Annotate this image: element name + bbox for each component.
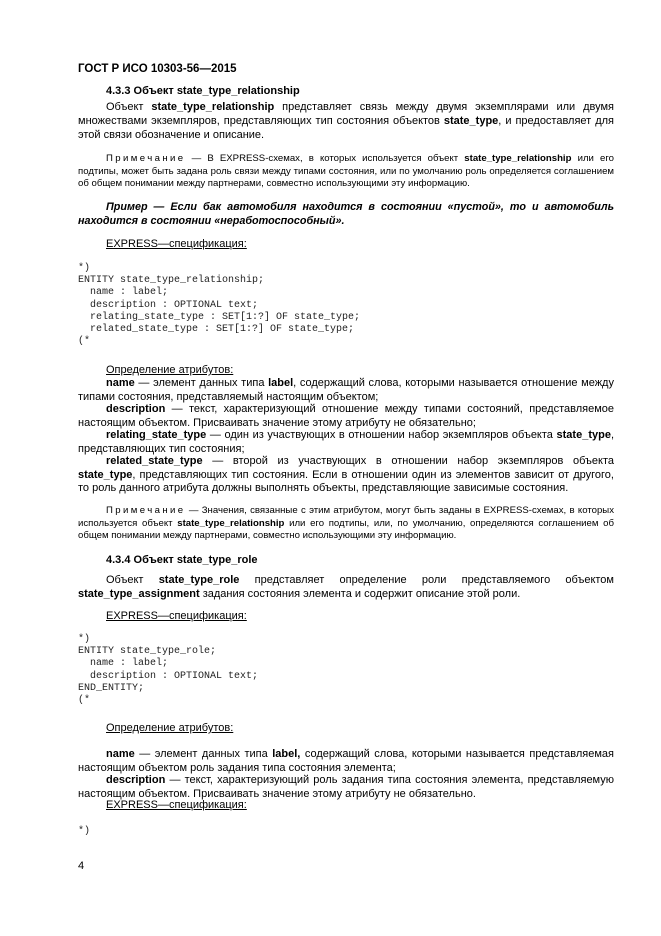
entity-name: label [268, 377, 294, 389]
text-run: , представляющих тип состояния; [78, 429, 614, 455]
attribute-definition [78, 748, 614, 775]
attribute-name: name [106, 748, 135, 760]
attributes-label: Определение атрибутов: [106, 364, 234, 376]
express-code-block: *) ENTITY state_type_relationship; name : label; description : OPTIONAL text; relating_state_type : SET[1:?] OF state_type; related_state_type : SET[1:?] OF state_type; (* [78, 263, 361, 348]
text-run: содержащий слова, которыми называется представляемая настоящим объектом роль задания типа состояния элемента; [78, 748, 614, 774]
paragraph-description-434 [78, 573, 614, 601]
text-run: — текст, характеризующий отношение между типами состояний, представляемое настоящим объектом. Присваивать значение этому атрибуту не обязательно; [78, 403, 614, 429]
text-run: задания состояния элемента и содержит описание этой роли. [199, 588, 521, 600]
attribute-definition [78, 403, 614, 430]
text-run: — элемент данных типа [134, 748, 273, 760]
attribute-definition [78, 429, 614, 456]
attribute-name: name [106, 377, 135, 389]
attribute-name: description [106, 774, 166, 786]
express-code-block: *) [78, 826, 91, 837]
section-heading-4-3-3: 4.3.3 Объект state_type_relationship [106, 85, 300, 97]
entity-name: state_type_assignment [78, 588, 200, 600]
note-label: Примечание [106, 505, 186, 516]
section-heading-4-3-4: 4.3.4 Объект state_type_role [106, 554, 258, 566]
text-run: , представляющих тип состояния. Если в отношении один из элементов зависит от другого, то роль данного атрибута должны выполнять объекты, представляющие зависимые состояния. [78, 468, 614, 494]
text-run: представляет связь между двумя экземплярами или двумя множествами экземпляров, представляющих тип состояния объектов [78, 101, 614, 127]
text-run: Объект [106, 101, 152, 113]
text-run: — элемент данных типа [134, 377, 269, 389]
attribute-definition [78, 455, 614, 496]
paragraph-description-433 [78, 100, 614, 142]
entity-name: state_type [78, 468, 133, 481]
note-label: Примечание [106, 153, 186, 164]
text-run: — один из участвующих в отношении набор экземпляров объекта [206, 429, 557, 441]
attribute-definition [78, 774, 614, 801]
express-spec-label: EXPRESS—спецификация: [106, 799, 247, 811]
entity-name: state_type_relationship [464, 153, 572, 164]
attribute-name: description [106, 403, 166, 415]
express-spec-label: EXPRESS—спецификация: [106, 238, 247, 250]
text-run: или его подтипы, может быть задана роль связи между типами состояния, или по умолчанию роль определяется соглашением об общем понимании между партнерами, совместно использующими эту информацию. [78, 153, 614, 189]
attribute-definition [78, 377, 614, 404]
express-spec-label: EXPRESS—спецификация: [106, 610, 247, 622]
text-run: — Значения, связанные с этим атрибутом, могут быть заданы в EXPRESS-схемах, в которых используется объект [78, 505, 614, 529]
attribute-name: relating_state_type [106, 429, 207, 441]
entity-name: state_type [443, 115, 499, 127]
text-run: представляет определение роли представляемого объектом [239, 574, 614, 586]
text-run: Объект [106, 574, 159, 586]
express-code-block: *) ENTITY state_type_role; name : label; description : OPTIONAL text; END_ENTITY; (* [78, 634, 259, 707]
entity-name: state_type_relationship [177, 517, 285, 529]
text-run: или его подтипы, или, по умолчанию, определяются соглашением об общем понимании между партнерами, совместно использующими эту информацию. [78, 517, 614, 541]
text-run: , содержащий слова, которыми называется отношение между типами состояния, представляемый настоящим объектом; [78, 377, 614, 403]
document-header: ГОСТ Р ИСО 10303-56—2015 [78, 63, 237, 75]
entity-name: state_type_relationship [151, 101, 275, 113]
text-run: , и предоставляет для этой связи обозначение и описание. [78, 115, 614, 141]
note-433-2 [78, 505, 614, 543]
text-run: — второй из участвующих в отношении набор экземпляров объекта [202, 455, 614, 467]
note-433 [78, 153, 614, 191]
page-number: 4 [78, 860, 85, 872]
text-run: — текст, характеризующий роль задания типа состояния элемента, представляемую настоящим объектом. Присваивать значение этому атрибуту не обязательно. [78, 774, 614, 800]
entity-name: state_type [556, 429, 611, 441]
text-run: — В EXPRESS-схемах, в которых используется объект [185, 153, 465, 164]
entity-name: label, [272, 748, 301, 760]
attribute-name: related_state_type [106, 455, 203, 467]
entity-name: state_type_role [158, 574, 240, 586]
example-433: Пример — Если бак автомобиля находится в состоянии «пустой», то и автомобиль находится в состоянии «неработоспособный». [78, 201, 614, 227]
attributes-label: Определение атрибутов: [106, 722, 234, 734]
